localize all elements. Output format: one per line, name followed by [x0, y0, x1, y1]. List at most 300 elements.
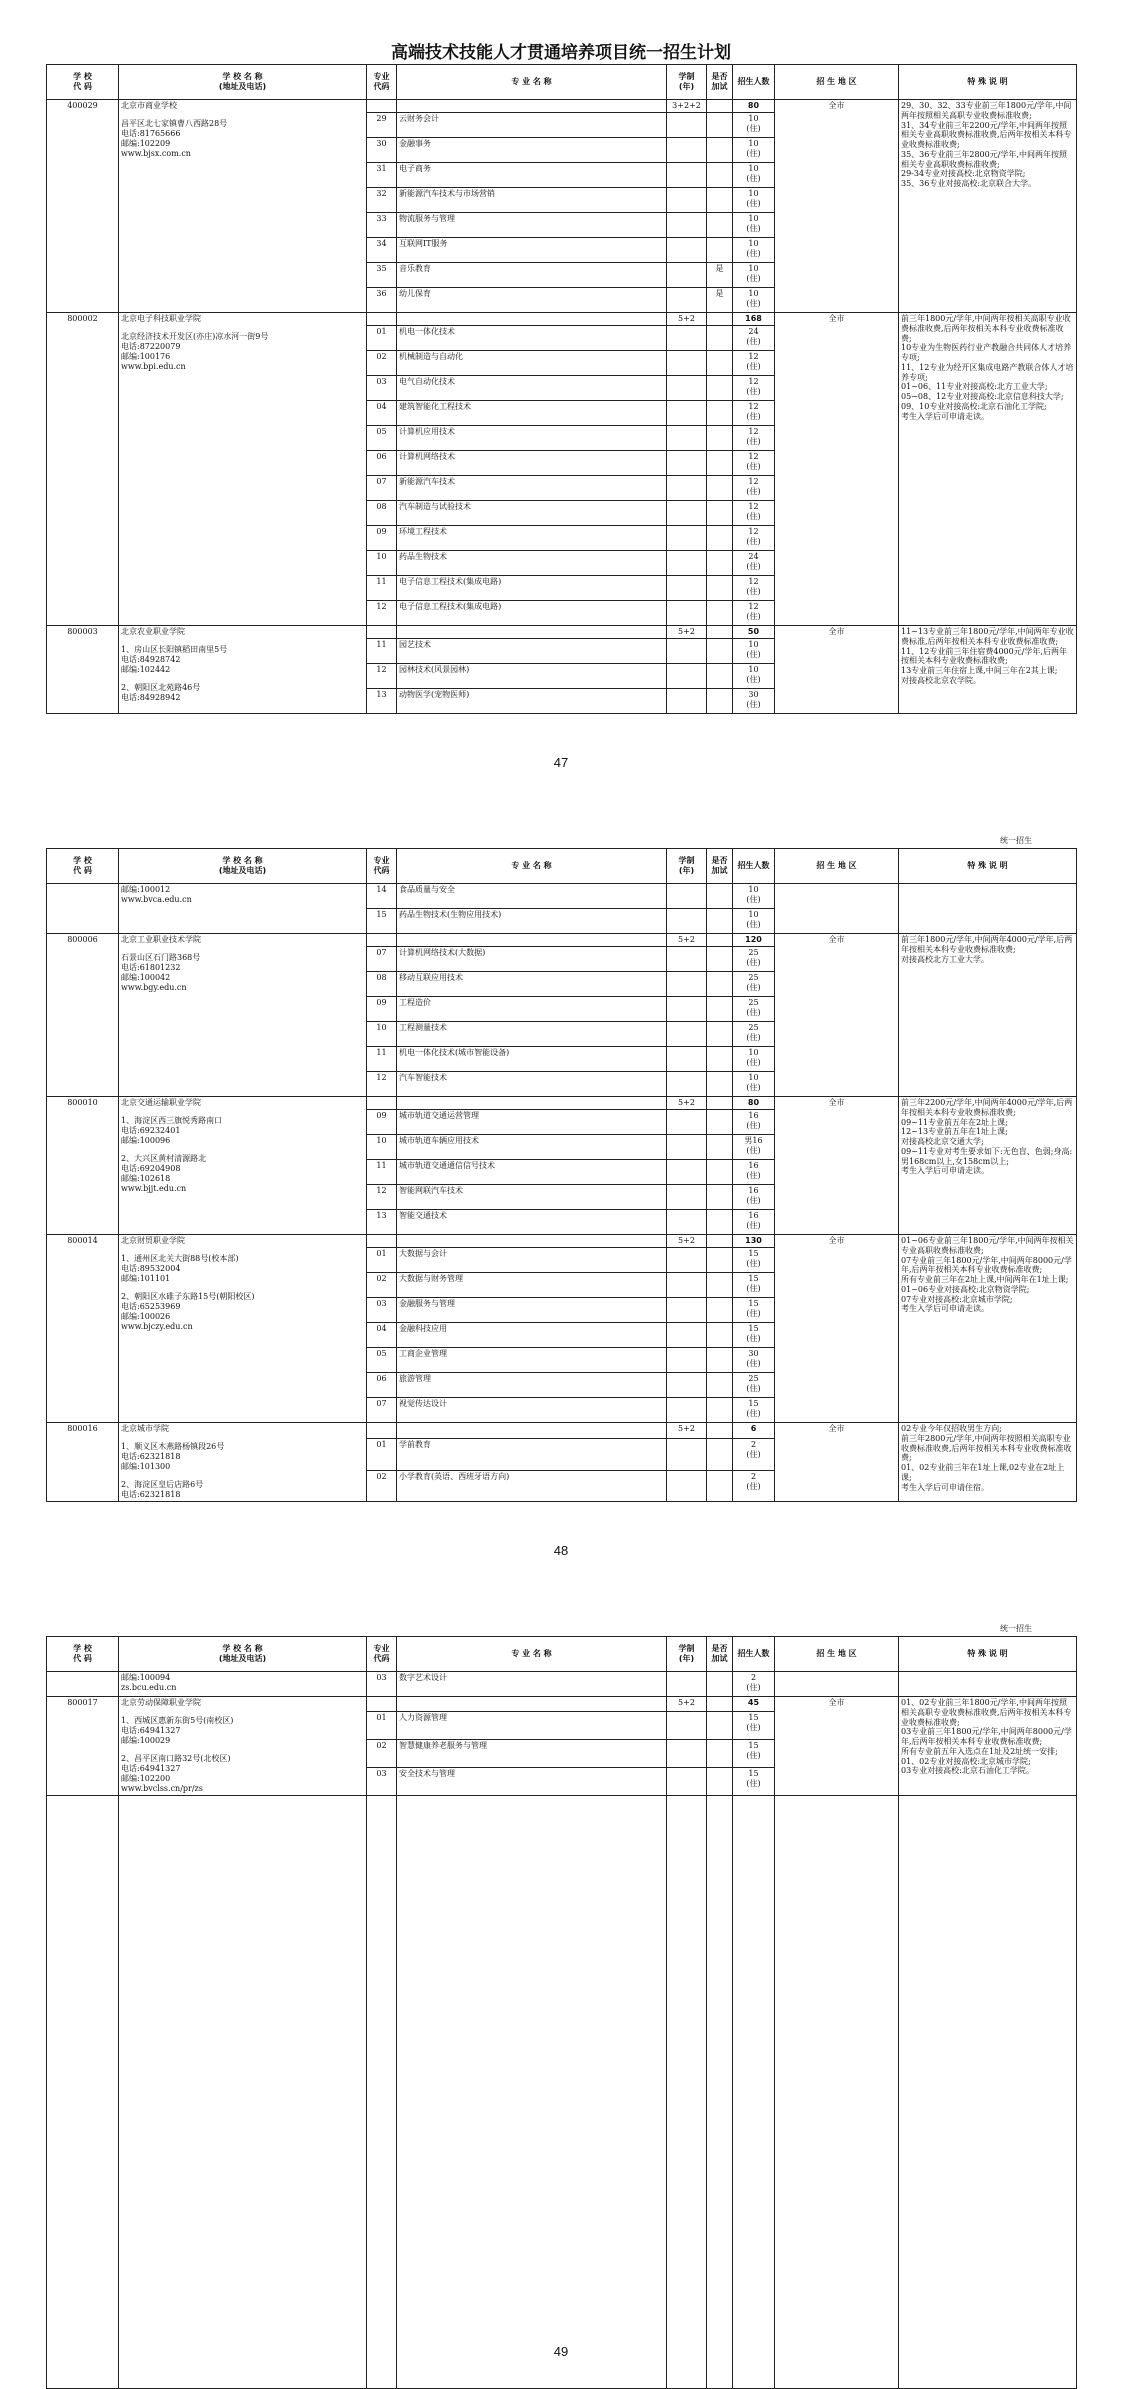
major-name: 移动互联应用技术	[397, 972, 667, 997]
major-code	[367, 934, 397, 947]
header-years: 学制 (年)	[667, 65, 707, 100]
extra-test-flag	[707, 526, 733, 551]
extra-test-flag	[707, 476, 733, 501]
empty-cell	[47, 1796, 119, 2389]
admission-plan-table	[46, 1636, 1077, 2389]
major-count: 15 (住)	[733, 1398, 775, 1423]
major-count: 15 (住)	[733, 1298, 775, 1323]
school-summary-row	[47, 1697, 1077, 1712]
major-name	[397, 626, 667, 639]
school-address-line: www.bgy.edu.cn	[121, 983, 187, 992]
major-years	[667, 947, 707, 972]
school-address-line: 昌平区北七家镇曹八西路28号	[121, 119, 228, 128]
major-name: 数字艺术设计	[397, 1672, 667, 1697]
document-title: 高端技术技能人才贯通培养项目统一招生计划	[391, 43, 731, 63]
extra-test-flag	[707, 1298, 733, 1323]
major-years	[667, 1348, 707, 1373]
school-name-address	[119, 934, 367, 1097]
line-gap	[121, 1472, 364, 1480]
major-code: 32	[367, 188, 397, 213]
major-name: 幼儿保育	[397, 288, 667, 313]
major-code: 02	[367, 351, 397, 376]
empty-cell	[899, 1796, 1077, 2389]
major-count: 2 (住)	[733, 1439, 775, 1470]
header-notes: 特 殊 说 明	[899, 65, 1077, 100]
major-years	[667, 1110, 707, 1135]
major-years	[667, 1047, 707, 1072]
extra-test-flag	[707, 1348, 733, 1373]
major-name: 园艺技术	[397, 639, 667, 664]
major-name: 计算机应用技术	[397, 426, 667, 451]
major-years	[667, 376, 707, 401]
major-count: 12 (住)	[733, 601, 775, 626]
extra-test-flag	[707, 1185, 733, 1210]
header-years: 学制 (年)	[667, 849, 707, 884]
header-count: 招生人数	[733, 65, 775, 100]
major-code: 11	[367, 1160, 397, 1185]
line-gap	[121, 1708, 364, 1716]
major-count: 2 (住)	[733, 1470, 775, 1501]
special-notes	[899, 1097, 1077, 1235]
empty-cell	[367, 1796, 397, 2389]
major-count: 12 (住)	[733, 576, 775, 601]
school-address-line: 邮编:100026	[121, 1312, 171, 1321]
major-years	[667, 1298, 707, 1323]
major-years	[667, 1439, 707, 1470]
major-name: 电气自动化技术	[397, 376, 667, 401]
major-count: 16 (住)	[733, 1185, 775, 1210]
special-notes	[899, 884, 1077, 934]
major-code: 10	[367, 1135, 397, 1160]
major-years	[667, 138, 707, 163]
major-code: 02	[367, 1470, 397, 1501]
major-name: 金融服务与管理	[397, 1298, 667, 1323]
extra-test-flag	[707, 884, 733, 909]
school-name: 北京电子科技职业学院	[121, 314, 201, 323]
major-name: 城市轨道交通运营管理	[397, 1110, 667, 1135]
major-name: 旅游管理	[397, 1373, 667, 1398]
enrollment-region	[775, 1672, 899, 1697]
school-name: 北京农业职业学院	[121, 627, 185, 636]
school-name: 北京城市学院	[121, 1424, 169, 1433]
major-code: 05	[367, 1348, 397, 1373]
major-count: 25 (住)	[733, 947, 775, 972]
major-name: 动物医学(宠物医师)	[397, 689, 667, 714]
major-years	[667, 401, 707, 426]
major-years	[667, 884, 707, 909]
school-address-line: 电话:89532004	[121, 1264, 181, 1273]
major-years	[667, 601, 707, 626]
extra-test-flag	[707, 1398, 733, 1423]
school-code: 400029	[47, 100, 119, 313]
major-name: 新能源汽车技术	[397, 476, 667, 501]
extra-test-flag	[707, 576, 733, 601]
school-address-line: 2、朝阳区水碓子东路15号(朝阳校区)	[121, 1292, 255, 1301]
major-name: 互联网IT服务	[397, 238, 667, 263]
major-name: 物流服务与管理	[397, 213, 667, 238]
extra-test-flag	[707, 1022, 733, 1047]
major-count: 10 (住)	[733, 138, 775, 163]
extra-test-flag	[707, 972, 733, 997]
school-address-line: 2、朝阳区北苑路46号	[121, 683, 201, 692]
major-name: 城市轨道车辆应用技术	[397, 1135, 667, 1160]
major-name: 汽车制造与试验技术	[397, 501, 667, 526]
school-address-line: 2、大兴区黄村清源路北	[121, 1154, 207, 1163]
extra-test-flag	[707, 1767, 733, 1795]
major-count: 10 (住)	[733, 884, 775, 909]
major-code	[367, 626, 397, 639]
school-address-line: 北京经济技术开发区(亦庄)凉水河一街9号	[121, 332, 269, 341]
major-code: 09	[367, 1110, 397, 1135]
extra-test-flag	[707, 501, 733, 526]
empty-cell	[733, 1796, 775, 2389]
header-notes: 特 殊 说 明	[899, 1637, 1077, 1672]
major-years	[667, 1711, 707, 1739]
major-code: 36	[367, 288, 397, 313]
major-count: 10 (住)	[733, 213, 775, 238]
header-extra: 是否 加试	[707, 1637, 733, 1672]
empty-cell	[119, 1796, 367, 2389]
school-address-line: 1、西城区惠新东街5号(南校区)	[121, 1716, 234, 1725]
major-count: 2 (住)	[733, 1672, 775, 1697]
major-count: 15 (住)	[733, 1248, 775, 1273]
major-count: 10 (住)	[733, 113, 775, 138]
special-notes	[899, 1672, 1077, 1697]
major-count: 25 (住)	[733, 972, 775, 997]
major-count: 10 (住)	[733, 909, 775, 934]
major-name: 机电一体化技术	[397, 326, 667, 351]
major-name	[397, 1423, 667, 1439]
major-name: 工商企业管理	[397, 1348, 667, 1373]
school-address-line: zs.bcu.edu.cn	[121, 1683, 177, 1692]
major-years	[667, 1739, 707, 1767]
extra-test-flag	[707, 551, 733, 576]
major-years	[667, 1022, 707, 1047]
major-name: 药品生物技术(生物应用技术)	[397, 909, 667, 934]
major-code: 09	[367, 997, 397, 1022]
major-count: 12 (住)	[733, 426, 775, 451]
major-count: 16 (住)	[733, 1160, 775, 1185]
line-gap	[121, 1108, 364, 1116]
major-name: 音乐教育	[397, 263, 667, 288]
header-years: 学制 (年)	[667, 1637, 707, 1672]
major-code: 03	[367, 1298, 397, 1323]
major-code	[367, 313, 397, 326]
major-name: 电子商务	[397, 163, 667, 188]
school-address-line: 电话:69232401	[121, 1126, 181, 1135]
extra-test-flag	[707, 1135, 733, 1160]
school-address-line: 1、房山区长阳镇稻田南里5号	[121, 645, 228, 654]
line-gap	[121, 1146, 364, 1154]
major-name: 汽车智能技术	[397, 1072, 667, 1097]
major-code: 03	[367, 1672, 397, 1697]
major-count: 12 (住)	[733, 451, 775, 476]
notes-text: 前三年1800元/学年,中间两年按相关高职专业收费标准收费,后两年按相关本科专业收费标准收费; 10专业为生物医药行业产教融合共同体人才培养专项; 11、12专业为经开区集成电路产教联合体人才培养专项; 01~06、11专业对接高校:北方工业大学; 05~08、12专业对接高校:北京信息科技大学; 09、10专业对接高校:北京石油化工学院; 考生入学后可申请走读。	[901, 314, 1074, 421]
school-summary-row	[47, 100, 1077, 113]
school-address-line: 邮编:102209	[121, 139, 171, 148]
enrollment-region: 全市	[775, 934, 899, 1097]
major-name: 建筑智能化工程技术	[397, 401, 667, 426]
major-code	[367, 100, 397, 113]
major-name: 食品质量与安全	[397, 884, 667, 909]
extra-test-flag	[707, 238, 733, 263]
school-address-line: 电话:61801232	[121, 963, 181, 972]
enrollment-region: 全市	[775, 626, 899, 714]
header-region: 招 生 地 区	[775, 1637, 899, 1672]
major-years	[667, 1323, 707, 1348]
extra-test-flag	[707, 326, 733, 351]
empty-cell	[707, 1796, 733, 2389]
extra-test-flag	[707, 1739, 733, 1767]
extra-test-flag	[707, 451, 733, 476]
school-name: 北京市商业学校	[121, 101, 177, 110]
major-code: 10	[367, 551, 397, 576]
extra-test	[707, 1235, 733, 1248]
extra-test-flag	[707, 1323, 733, 1348]
major-count: 24 (住)	[733, 551, 775, 576]
extra-test-flag	[707, 401, 733, 426]
school-summary-row	[47, 313, 1077, 326]
enrollment-region: 全市	[775, 1697, 899, 1796]
extra-test-flag: 是	[707, 263, 733, 288]
major-name: 园林技术(风景园林)	[397, 664, 667, 689]
major-name: 新能源汽车技术与市场营销	[397, 188, 667, 213]
header-major-name: 专 业 名 称	[397, 1637, 667, 1672]
special-notes	[899, 626, 1077, 714]
major-code: 01	[367, 1711, 397, 1739]
major-code: 04	[367, 1323, 397, 1348]
major-name: 智慧健康养老服务与管理	[397, 1739, 667, 1767]
notes-text: 前三年2200元/学年,中间两年4000元/学年,后两年按相关本科专业收费标准收费; 09~11专业前五年在2址上课; 12~13专业前五年在1址上课; 对接高校北京交通大学; 09~11专业对考生要求如下:无色盲、色弱;身高:男168cm以上,女158cm以上; 考生入学后可申请走读。	[901, 1098, 1073, 1176]
enrollment-region: 全市	[775, 313, 899, 626]
major-code: 02	[367, 1739, 397, 1767]
major-code	[367, 1235, 397, 1248]
major-years	[667, 909, 707, 934]
extra-test	[707, 1423, 733, 1439]
major-code: 10	[367, 1022, 397, 1047]
special-notes	[899, 1423, 1077, 1502]
extra-test-flag	[707, 1110, 733, 1135]
major-code: 14	[367, 884, 397, 909]
school-name-address	[119, 100, 367, 313]
school-years: 5+2	[667, 626, 707, 639]
enrollment-region: 全市	[775, 1097, 899, 1235]
line-gap	[121, 111, 364, 119]
major-code: 30	[367, 138, 397, 163]
extra-test-flag	[707, 1672, 733, 1697]
extra-test-flag	[707, 1373, 733, 1398]
school-total-count: 130	[733, 1235, 775, 1248]
extra-test-flag	[707, 1711, 733, 1739]
school-name-address	[119, 1097, 367, 1235]
major-years	[667, 501, 707, 526]
header-major-code: 专业 代码	[367, 1637, 397, 1672]
header-count: 招生人数	[733, 849, 775, 884]
school-name: 北京财贸职业学院	[121, 1236, 185, 1245]
school-address-line: 2、海淀区皇后店路6号	[121, 1480, 204, 1489]
extra-test-flag	[707, 113, 733, 138]
page-number: 49	[553, 2344, 569, 2359]
major-code	[367, 1423, 397, 1439]
school-address-line: 电话:69204908	[121, 1164, 181, 1173]
line-gap	[121, 1434, 364, 1442]
school-address-line: 邮编:102200	[121, 1774, 171, 1783]
major-years	[667, 476, 707, 501]
major-name: 机械制造与自动化	[397, 351, 667, 376]
school-address-line: 邮编:101101	[121, 1274, 171, 1283]
school-address-line: 电话:62321818	[121, 1452, 181, 1461]
major-years	[667, 213, 707, 238]
enrollment-region	[775, 884, 899, 934]
major-name: 计算机网络技术(大数据)	[397, 947, 667, 972]
major-name	[397, 1235, 667, 1248]
major-years	[667, 238, 707, 263]
school-address-line: 电话:84928942	[121, 693, 181, 702]
school-name-address	[119, 1235, 367, 1423]
school-address-line: 电话:87220079	[121, 342, 181, 351]
extra-test-flag	[707, 213, 733, 238]
major-count: 24 (住)	[733, 326, 775, 351]
major-code: 12	[367, 1185, 397, 1210]
major-name: 金融科技应用	[397, 1323, 667, 1348]
special-notes	[899, 934, 1077, 1097]
major-name: 智能交通技术	[397, 1210, 667, 1235]
school-summary-row	[47, 1235, 1077, 1248]
header-count: 招生人数	[733, 1637, 775, 1672]
school-name: 北京劳动保障职业学院	[121, 1698, 201, 1707]
major-name: 视觉传达设计	[397, 1398, 667, 1423]
major-count: 25 (住)	[733, 1022, 775, 1047]
table-header-row	[47, 1637, 1077, 1672]
school-name-address	[119, 626, 367, 714]
page-number: 47	[553, 755, 569, 770]
major-count: 12 (住)	[733, 376, 775, 401]
major-name	[397, 100, 667, 113]
line-gap	[121, 1284, 364, 1292]
major-count: 16 (住)	[733, 1210, 775, 1235]
major-code: 35	[367, 263, 397, 288]
extra-test-flag	[707, 909, 733, 934]
school-address-line: 邮编:100042	[121, 973, 171, 982]
school-address-line: 电话:62321818	[121, 1490, 181, 1499]
school-name: 邮编:100012	[121, 885, 171, 894]
school-summary-row	[47, 626, 1077, 639]
enrollment-region: 全市	[775, 1235, 899, 1423]
school-code: 800014	[47, 1235, 119, 1423]
school-address-line: 邮编:100029	[121, 1736, 171, 1745]
major-years	[667, 997, 707, 1022]
major-years	[667, 1248, 707, 1273]
major-code: 05	[367, 426, 397, 451]
school-code	[47, 884, 119, 934]
major-years	[667, 1470, 707, 1501]
extra-test-flag	[707, 188, 733, 213]
major-years	[667, 1160, 707, 1185]
extra-test-flag	[707, 163, 733, 188]
school-name: 北京交通运输职业学院	[121, 1098, 201, 1107]
major-years	[667, 639, 707, 664]
major-name: 大数据与会计	[397, 1248, 667, 1273]
major-years	[667, 1398, 707, 1423]
school-total-count: 120	[733, 934, 775, 947]
school-name-address	[119, 1672, 367, 1697]
major-count: 15 (住)	[733, 1767, 775, 1795]
major-years	[667, 689, 707, 714]
page-header-tag: 统一招生	[1000, 1624, 1032, 1633]
school-address-line: 电话:84928742	[121, 655, 181, 664]
major-years	[667, 288, 707, 313]
major-count: 10 (住)	[733, 188, 775, 213]
major-count: 10 (住)	[733, 1072, 775, 1097]
major-count: 15 (住)	[733, 1323, 775, 1348]
major-count: 12 (住)	[733, 351, 775, 376]
extra-test	[707, 626, 733, 639]
line-gap	[121, 1246, 364, 1254]
major-name: 金融事务	[397, 138, 667, 163]
school-total-count: 80	[733, 100, 775, 113]
school-code: 800016	[47, 1423, 119, 1502]
empty-cell	[397, 1796, 667, 2389]
major-years	[667, 664, 707, 689]
major-years	[667, 1185, 707, 1210]
major-code: 12	[367, 1072, 397, 1097]
major-years	[667, 526, 707, 551]
major-code: 02	[367, 1273, 397, 1298]
school-address-line: www.bjsx.com.cn	[121, 149, 191, 158]
major-name: 安全技术与管理	[397, 1767, 667, 1795]
header-extra: 是否 加试	[707, 849, 733, 884]
major-years	[667, 326, 707, 351]
header-school-code: 学 校 代 码	[47, 849, 119, 884]
major-code: 08	[367, 501, 397, 526]
school-address-line: 电话:81765666	[121, 129, 181, 138]
school-total-count: 168	[733, 313, 775, 326]
major-code: 11	[367, 576, 397, 601]
school-address-line: 1、通州区北关大街88号(校本部)	[121, 1254, 239, 1263]
major-years	[667, 972, 707, 997]
school-address-line: www.bvca.edu.cn	[121, 895, 192, 904]
major-years	[667, 1373, 707, 1398]
extra-test-flag	[707, 1072, 733, 1097]
major-years	[667, 163, 707, 188]
school-name-address	[119, 884, 367, 934]
major-code: 29	[367, 113, 397, 138]
major-name: 小学教育(英语、西班牙语方向)	[397, 1470, 667, 1501]
line-gap	[121, 637, 364, 645]
major-code: 13	[367, 1210, 397, 1235]
extra-test-flag	[707, 1160, 733, 1185]
major-code: 01	[367, 1248, 397, 1273]
school-total-count: 50	[733, 626, 775, 639]
extra-test-flag	[707, 1248, 733, 1273]
extra-test	[707, 1697, 733, 1712]
major-count: 25 (住)	[733, 997, 775, 1022]
extra-test-flag	[707, 426, 733, 451]
school-address-line: 电话:65253969	[121, 1302, 181, 1311]
major-years	[667, 1672, 707, 1697]
header-school-name: 学 校 名 称 (地址及电话)	[119, 65, 367, 100]
extra-test	[707, 934, 733, 947]
extra-test-flag	[707, 601, 733, 626]
school-address-line: 1、海淀区西三旗悦秀路南口	[121, 1116, 223, 1125]
major-count: 10 (住)	[733, 1047, 775, 1072]
school-address-line: 邮编:102618	[121, 1174, 171, 1183]
major-years	[667, 551, 707, 576]
major-code	[367, 1697, 397, 1712]
empty-cell	[667, 1796, 707, 2389]
table-row	[47, 884, 1077, 909]
enrollment-region: 全市	[775, 1423, 899, 1502]
